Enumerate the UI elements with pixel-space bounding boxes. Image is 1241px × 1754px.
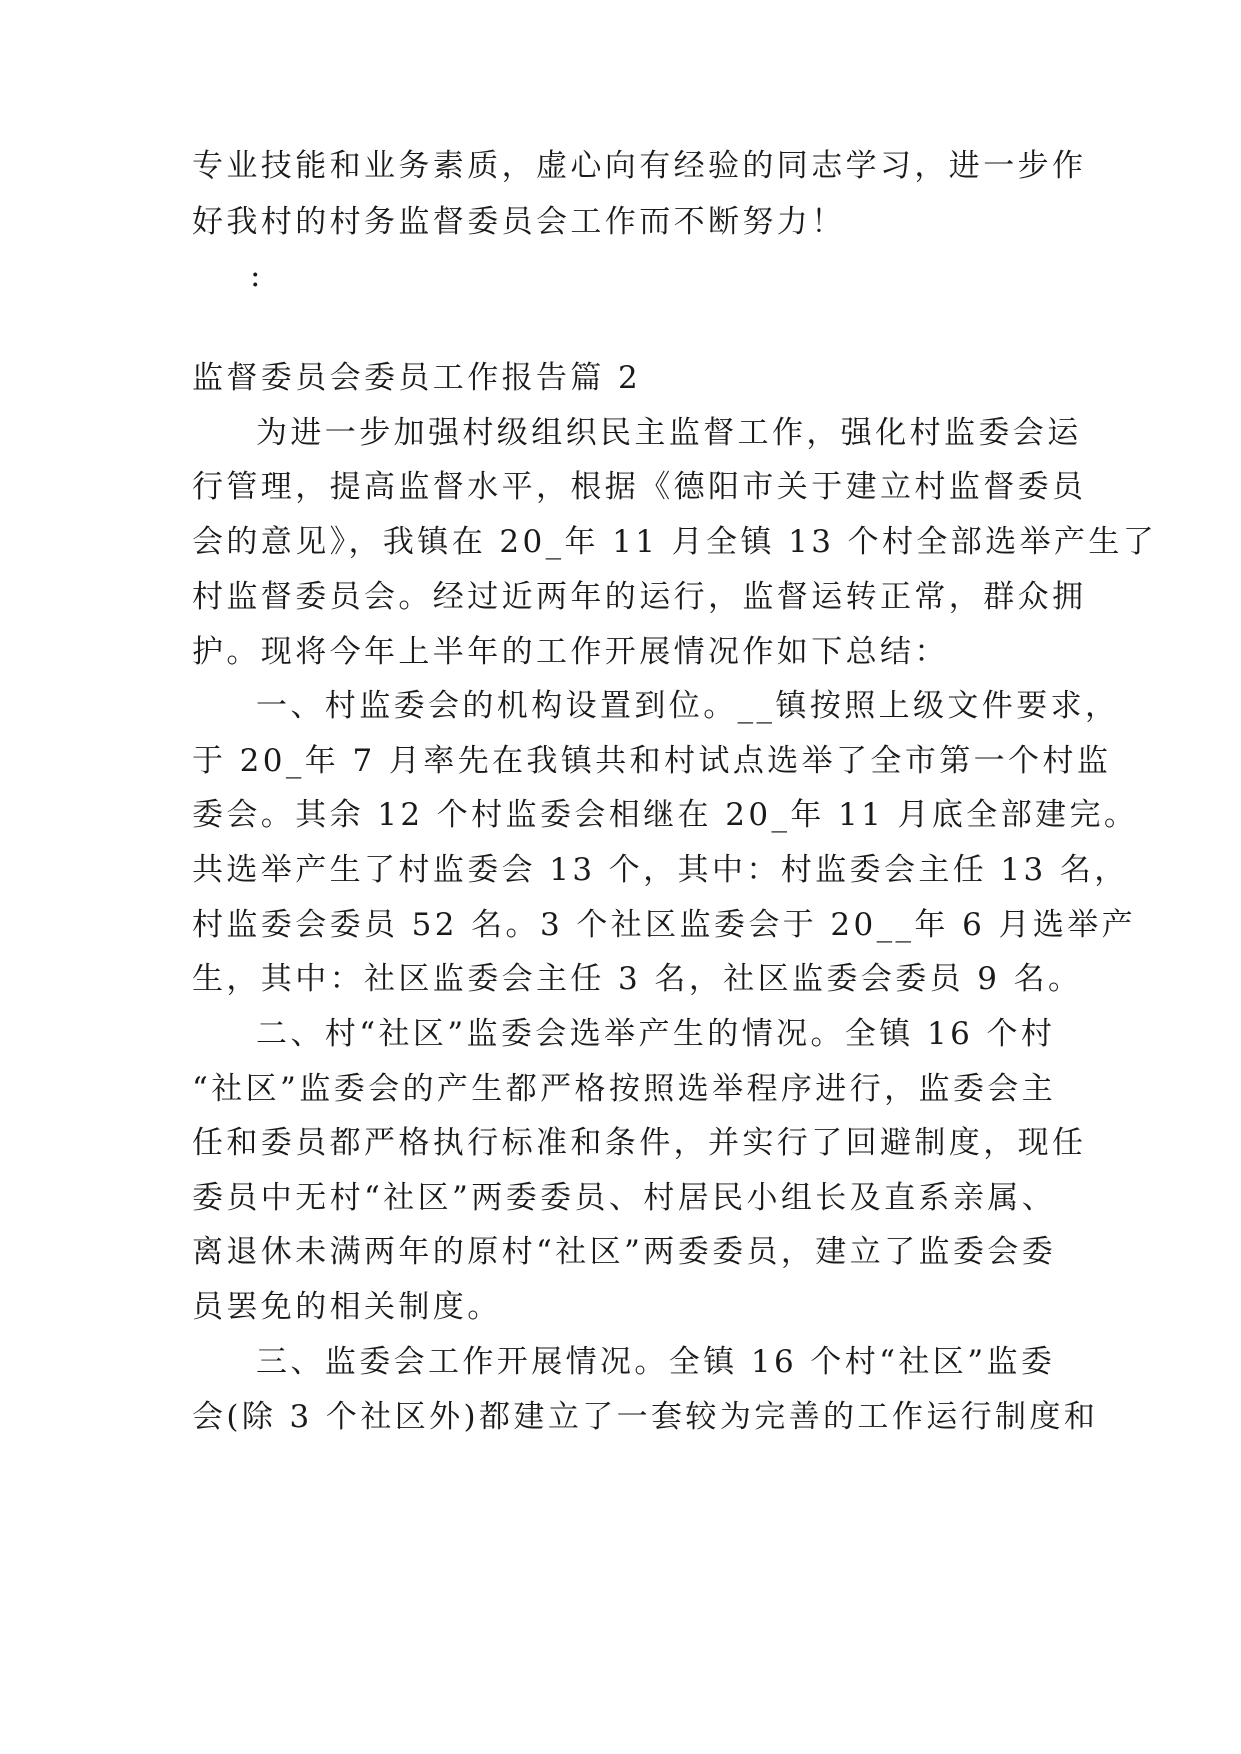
paragraph-line: 会的意见》，我镇在 20_年 11 月全镇 13 个村全部选举产生了 (192, 524, 1158, 560)
paragraph-line: 村监委会委员 52 名。3 个社区监委会于 20__年 6 月选举产 (192, 907, 1137, 943)
paragraph-line: 委会。其余 12 个村监委会相继在 20_年 11 月底全部建完。 (192, 797, 1139, 833)
paragraph-line: 专业技能和业务素质，虚心向有经验的同志学习，进一步作 (192, 148, 1087, 184)
paragraph-line: 三、监委会工作开展情况。全镇 16 个村“社区”监委 (256, 1344, 1056, 1380)
paragraph-line: 离退休未满两年的原村“社区”两委委员，建立了监委会委 (192, 1234, 1057, 1270)
section-heading: 监督委员会委员工作报告篇 2 (192, 360, 642, 396)
paragraph-line: 委员中无村“社区”两委委员、村居民小组长及直系亲属、 (192, 1180, 1057, 1216)
paragraph-line: 共选举产生了村监委会 13 个，其中：村监委会主任 13 名， (192, 852, 1129, 888)
paragraph-line: 二、村“社区”监委会选举产生的情况。全镇 16 个村 (256, 1016, 1056, 1052)
paragraph-line: 行管理，提高监督水平，根据《德阳市关于建立村监督委员 (192, 469, 1087, 505)
paragraph-line: 会(除 3 个社区外)都建立了一套较为完善的工作运行制度和 (192, 1399, 1099, 1435)
paragraph-line: 员罢免的相关制度。 (192, 1289, 502, 1325)
paragraph-line: 好我村的村务监督委员会工作而不断努力！ (192, 204, 846, 240)
paragraph-line: 一、村监委会的机构设置到位。__镇按照上级文件要求， (256, 688, 1120, 724)
paragraph-line: 于 20_年 7 月率先在我镇共和村试点选举了全市第一个村监 (192, 743, 1112, 779)
paragraph-line: 为进一步加强村级组织民主监督工作，强化村监委会运 (256, 415, 1082, 451)
paragraph-line: 生，其中：社区监委会主任 3 名，社区监委会委员 9 名。 (192, 961, 1083, 997)
paragraph-line: 护。现将今年上半年的工作开展情况作如下总结： (192, 634, 949, 670)
paragraph-line: 村监督委员会。经过近两年的运行，监督运转正常，群众拥 (192, 579, 1087, 615)
paragraph-line: “社区”监委会的产生都严格按照选举程序进行，监委会主 (192, 1071, 1057, 1107)
colon-mark: : (250, 258, 264, 294)
paragraph-line: 任和委员都严格执行标准和条件，并实行了回避制度，现任 (192, 1125, 1087, 1161)
